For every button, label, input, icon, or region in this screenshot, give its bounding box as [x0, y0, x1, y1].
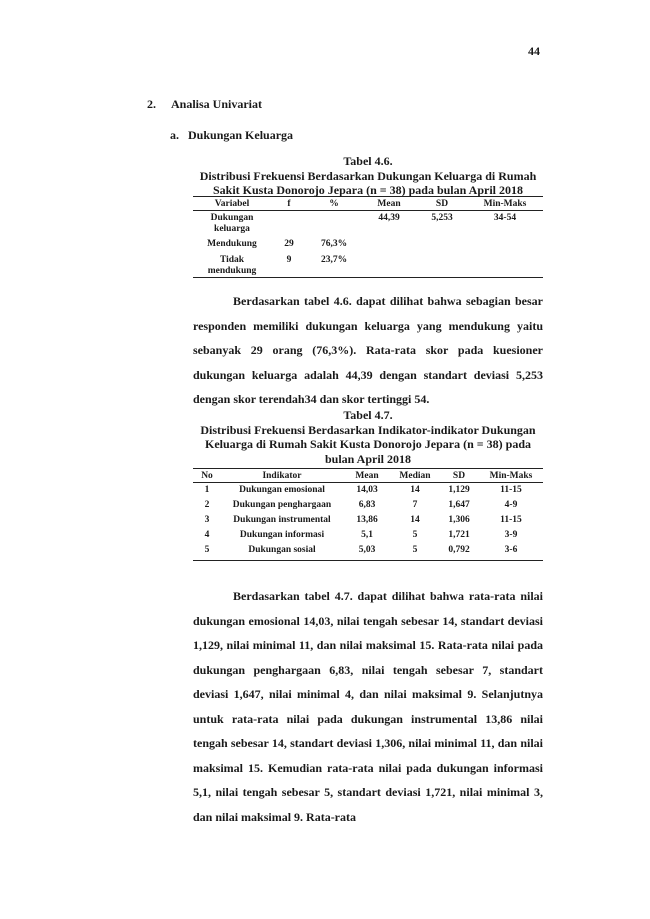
table2-header-cell: Indikator: [221, 469, 343, 483]
subsection-heading: [170, 128, 293, 143]
table2-header-cell: Median: [391, 469, 439, 483]
table2-header-cell: Mean: [343, 469, 391, 483]
table-cell: Dukungan sosial: [221, 543, 343, 561]
table-cell: 4-9: [504, 500, 518, 510]
table-cell: 11-15: [500, 485, 522, 495]
paragraph-table1-description: [193, 289, 543, 412]
table1-header-cell: Mean: [361, 197, 417, 211]
table-cell: Dukungan penghargaan: [232, 500, 332, 510]
table-cell: Dukungan keluarga: [210, 213, 254, 234]
table-cell: [271, 211, 307, 238]
table-cell: [467, 237, 543, 253]
table-row: [193, 211, 543, 238]
table-cell: 5: [193, 543, 221, 561]
table-cell: 34-54: [493, 213, 517, 223]
table-cell: 3-9: [504, 530, 518, 540]
table-cell: [307, 211, 361, 238]
table-cell: 14: [410, 515, 420, 525]
table-row: [193, 237, 543, 253]
table2-header-cell: Min-Maks: [479, 469, 543, 483]
paragraph-table2-description: [193, 584, 543, 829]
table-cell: 3: [204, 515, 210, 525]
table1-header-cell: f: [271, 197, 307, 211]
table-row: [193, 528, 543, 543]
table-cell: 5: [391, 543, 439, 561]
table-cell: 7: [412, 500, 418, 510]
table-row: [193, 498, 543, 513]
table2-caption-line3: bulan April 2018: [324, 451, 412, 466]
table-cell: 4: [204, 530, 210, 540]
table1-caption-line2: Sakit Kusta Donorojo Jepara (n = 38) pada bulan April 2018: [212, 183, 523, 197]
table-cell: Dukungan emosional: [239, 485, 325, 495]
table2-caption-title: Tabel 4.7.: [343, 408, 393, 422]
table-cell: Tidak mendukung: [193, 253, 271, 278]
table-cell: 1: [204, 485, 210, 495]
table-row: [193, 543, 543, 561]
table1-caption: [193, 154, 543, 198]
table-cell: 9: [271, 253, 307, 278]
table-cell: 29: [284, 239, 294, 249]
section-title: Analisa Univariat: [171, 97, 263, 111]
table2-header-cell: No: [193, 469, 221, 483]
table-cell: 1,306: [448, 515, 470, 525]
table2-caption: [193, 408, 543, 466]
table-cell: 76,3%: [320, 239, 348, 249]
table-row: [193, 513, 543, 528]
table2-header-row: [193, 469, 543, 483]
table1-header-row: [193, 197, 543, 211]
table-cell: [361, 237, 417, 253]
table2-caption-line2: Keluarga di Rumah Sakit Kusta Donorojo Jepara (n = 38) pada: [205, 437, 531, 451]
table-cell: [361, 253, 417, 278]
paragraph-text: Berdasarkan tabel 4.7. dapat dilihat bahwa rata-rata nilai dukungan emosional 14,03, nilai tengah sebesar 14, standart deviasi 1,129, nilai minimal 11, dan nilai maksimal 15. Rata-rata nilai pada dukungan penghargaan 6,83, nilai tengah sebesar 7, standart deviasi 1,647, nilai minimal 4, dan nilai maksimal 9. Selanjutnya untuk rata-rata nilai pada dukungan instrumental 13,86 nilai tengah sebesar 14, standart deviasi 1,306, nilai minimal 11, dan nilai maksimal 15. Kemudian rata-rata nilai pada dukungan informasi 5,1, nilai tengah sebesar 5, standart deviasi 1,721, nilai minimal 3, dan nilai maksimal 9. Rata-rata: [193, 589, 543, 824]
table-cell: 23,7%: [307, 253, 361, 278]
table1-caption-title: Tabel 4.6.: [343, 154, 393, 168]
table-cell: 2: [204, 500, 210, 510]
subsection-number: a.: [170, 128, 179, 142]
table2-header-cell: SD: [439, 469, 479, 483]
table-cell: 0,792: [439, 543, 479, 561]
table-cell: 13,86: [356, 515, 378, 525]
table-cell: 44,39: [378, 213, 400, 223]
table2-caption-line1: Distribusi Frekuensi Berdasarkan Indikator-indikator Dukungan: [200, 422, 536, 437]
table1-header-cell: Variabel: [193, 197, 271, 211]
table1-header-cell: SD: [417, 197, 467, 211]
table-row: [193, 253, 543, 278]
table-cell: 5,1: [361, 530, 373, 540]
table-cell: [467, 253, 543, 278]
table1: [193, 196, 543, 278]
table-cell: 5: [412, 530, 418, 540]
table-row: [193, 483, 543, 499]
table-cell: 1,129: [448, 485, 470, 495]
table1-header-cell: %: [307, 197, 361, 211]
table1-header-cell: Min-Maks: [467, 197, 543, 211]
table-cell: Dukungan informasi: [239, 530, 325, 540]
table-cell: 6,83: [358, 500, 376, 510]
table-cell: 1,721: [448, 530, 470, 540]
table-cell: 5,253: [431, 213, 453, 223]
table-cell: 11-15: [500, 515, 522, 525]
page-number: 44: [528, 44, 540, 58]
table-cell: 5,03: [343, 543, 391, 561]
table2: [193, 468, 543, 561]
paragraph-text: Berdasarkan tabel 4.6. dapat dilihat bahwa sebagian besar responden memiliki dukungan keluarga yang mendukung yaitu sebanyak 29 orang (76,3%). Rata-rata skor pada kuesioner dukungan keluarga adalah 44,39 dengan standart deviasi 5,253 dengan skor terendah34 dan skor tertinggi 54.: [193, 294, 543, 406]
section-heading: [147, 97, 262, 112]
table-cell: 1,647: [448, 500, 470, 510]
section-number: 2.: [147, 97, 156, 111]
table-cell: 14,03: [356, 485, 378, 495]
table-cell: 3-6: [479, 543, 543, 561]
table-cell: [417, 237, 467, 253]
subsection-title: Dukungan Keluarga: [188, 128, 294, 142]
table1-caption-line1: Distribusi Frekuensi Berdasarkan Dukungan Keluarga di Rumah: [199, 168, 537, 183]
table-cell: [417, 253, 467, 278]
table-cell: Dukungan instrumental: [233, 515, 331, 525]
table-cell: Mendukung: [207, 239, 257, 249]
table-cell: 14: [410, 485, 420, 495]
